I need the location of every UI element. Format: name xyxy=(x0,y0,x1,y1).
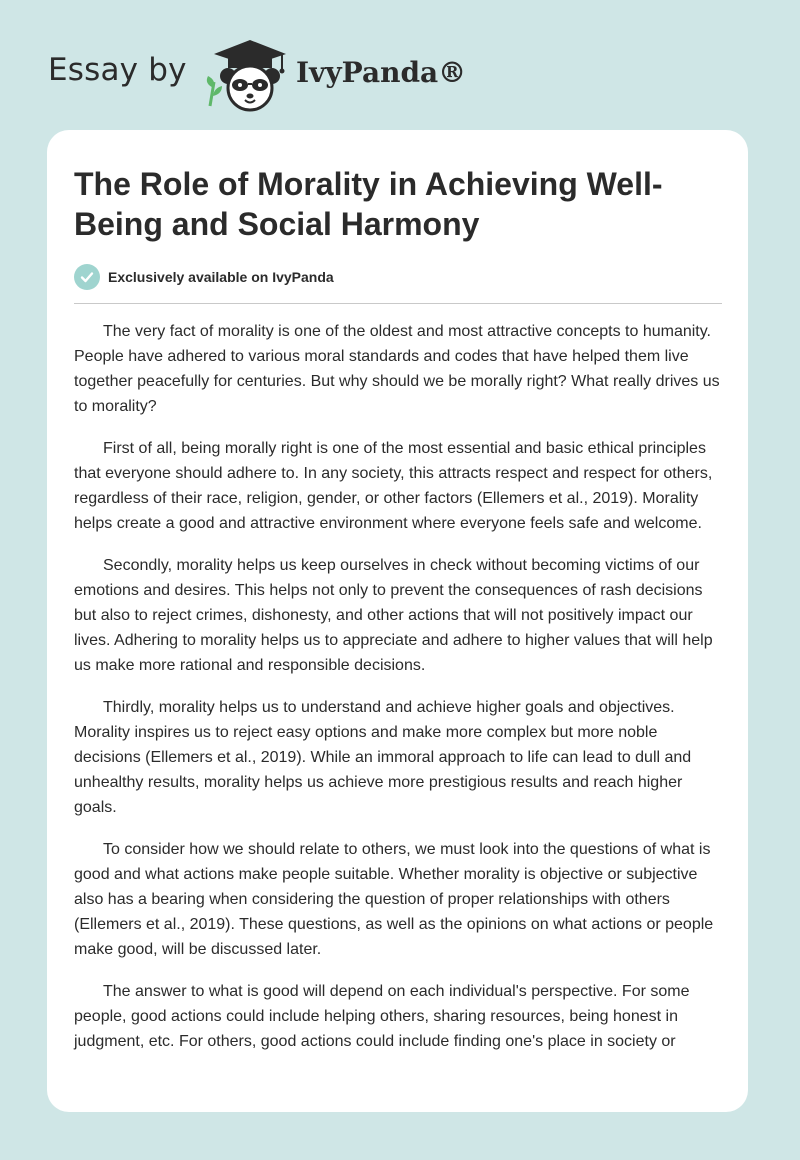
exclusive-badge xyxy=(74,264,334,290)
paragraph: The answer to what is good will depend on each individual's perspective. For some people, good actions could include helping others, sharing resources, being honest in judgment, etc. For others, good actions could include finding one's place in society or xyxy=(74,983,690,1050)
essay-card xyxy=(47,130,748,1112)
essay-title: The Role of Morality in Achieving Well-Being and Social Harmony xyxy=(74,166,663,242)
essay-body xyxy=(74,319,724,1071)
paragraph: The very fact of morality is one of the oldest and most attractive concepts to humanity. People have adhered to various moral standards and codes that have helped them live together peacefully for centuries. But why should we be morally right? What really drives us to morality? xyxy=(74,323,720,415)
exclusive-label: Exclusively available on IvyPanda xyxy=(108,269,334,285)
essay-by-label: Essay by xyxy=(48,52,187,88)
site-header xyxy=(48,36,508,116)
paragraph: To consider how we should relate to others, we must look into the questions of what is good and what actions make people suitable. Whether morality is objective or subjective also has a bearing when considering the question of proper relationships with others (Ellemers et al., 2019). These questions, as well as the opinions on what actions or people make good, will be discussed later. xyxy=(74,841,714,958)
paragraph: Secondly, morality helps us keep ourselves in check without becoming victims of our emotions and desires. This helps not only to prevent the consequences of rash decisions but also to reject crimes, dishonesty, and other actions that will not positively impact our lives. Adhering to morality helps us to appreciate and adhere to higher values that will help us make more rational and responsible decisions. xyxy=(74,557,713,674)
paragraph: Thirdly, morality helps us to understand and achieve higher goals and objectives. Morality inspires us to reject easy options and make more complex but more noble decisions (Ellemers et al., 2019). While an immoral approach to life can lead to dull and unhealthy results, morality helps us achieve more prestigious results and reach higher goals. xyxy=(74,699,692,816)
check-circle-icon xyxy=(74,264,100,290)
brand-name[interactable]: IvyPanda® xyxy=(296,56,467,89)
divider xyxy=(74,303,722,304)
paragraph: First of all, being morally right is one of the most essential and basic ethical principles that everyone should adhere to. In any society, this attracts respect and respect for others, regardless of their race, religion, gender, or other factors (Ellemers et al., 2019). Morality helps create a good and attractive environment where everyone feels safe and welcome. xyxy=(74,440,713,532)
panda-graduation-cap-icon[interactable] xyxy=(202,36,292,112)
